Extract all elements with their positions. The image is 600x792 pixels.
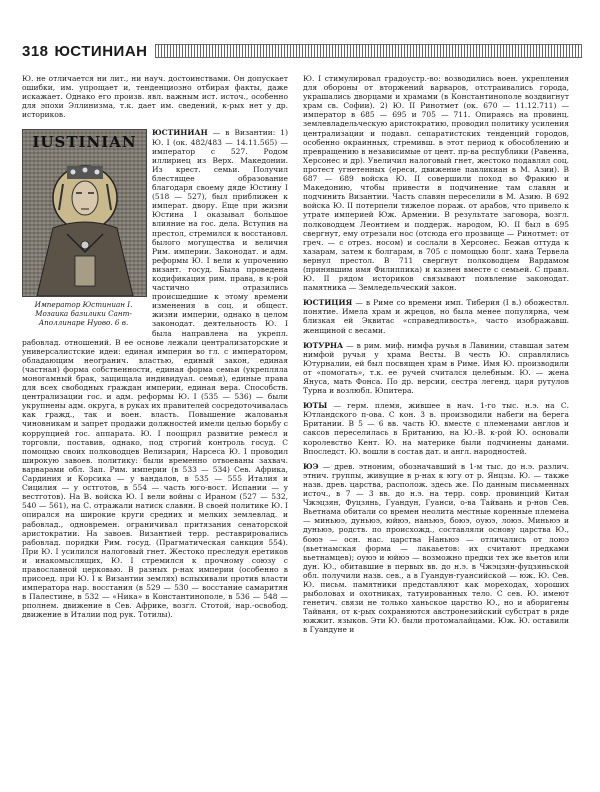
figure-caption: Император Юстиниан I. Мозаика базилики Сант-Аполлинаре Нуово. 6 в. [34,300,133,328]
entry-headword: ЮТЫ [303,401,328,411]
right-column [303,74,569,635]
entry-headword: ЮЭ [303,461,319,471]
entry-headword: ЮТУРНА [303,340,344,350]
intro-paragraph: Ю. не отличается ни лит., ни науч. достоинствами. Он допускает ошибки, им. упрощает и, тенденциозно отбирая факты, даже искажает. Однако его произв. явл. важным ист. источ., особенно для эпохи Эллинизма, т.к. дает им. сведений, к-рых нет у др. историков. [22,74,288,120]
entry-headword: ЮСТИНИАН [152,128,208,138]
page-number: 318 [22,42,49,60]
entry-jutes [303,401,569,456]
entry-yue [303,462,569,635]
page-header [22,38,582,64]
entry-text: — в Риме со времени имп. Тиберия (I в.) обожествл. понятие. Имела храм и жрецов, но была менее популярна, чем близкая ей Эквитас «справедливость», часто изображавш. женщиной с весами. [303,298,570,335]
entry-text: — герм. племя, жившее в нач. 1-го тыс. н.э. на С. Ютландского п-ова. С кон. 3 в. производили набеги на берега Британии. В 5 — 6 вв. часть Ю. вместе с племенами англов и саксов переселилась в Британию, на Ю.-В. к-рой Ю. основали королевство Кент. Ю. на материке были подчинены данами. Впоследст. Ю. вошли в состав дат. и англ. народностей. [303,401,569,456]
entry-text: — древ. этноним, обозначавший в 1-м тыс. до н.э. различ. этнич. группы, живущие в р-нах к югу от р. Янцзы. Ю. — также назв. древ. царства, располож. здесь же. По данным письменных источ., в 7 — 3 вв. до н.э. на терр. совр. провинций Китая Чжэцзян, Фуцзянь, Гуандун, Гуанси, о-ва Тайвань и р-нов Сев. Вьетнама обитали со времен неолита местные коренные племена — миньюэ, дуньюэ, юйюэ, наньюэ, боюэ, оуюэ, лоюэ. Миньюэ и дуньюэ, родств. по происхожд., составляли основу царства Ю., боюэ — осн. нас. царства Наньюэ — отличались от лоюэ (вьетнамская форма — лакаьетов: их считают предками вьетнамцев); оуюэ и юйюэ — возможно предки тех же вьетов или дун. Ю., обитавшие в первых вв. до н.э. в Чжэцзян-фуцзяньской обл. получили назв. сев., а в Гуандун-гуансийской — юж. Ю. Сев. Ю. письм. памятники представляют как мореходах, хороших рыболовах и охотниках, татуированных тело. С сев. Ю. имеют генетич. связи не только ханьское царство Ю., но и аборигены Тайваня, от к-рых сохраняются австронезийский субстрат в ряде южжит. языков. Эти Ю. были протомалайцами. Юж. Ю. оставили в Гуандуне и [303,461,569,635]
entry-headword: ЮСТИЦИЯ [303,298,353,308]
entry-text: — в рим. миф. нимфа ручья в Лавинии, ставшая затем нимфой ручья у храма Весты. В честь Ю. справлялись Ютурналии, ей был посвящен храм в Риме. Имя Ю. производили от «помогать», т.к. ее ручей считался целебным. Ю. — жена Януса, мать Фонса. По др. версии, сестра легенд. царя рутулов Турна и возлюбл. Юпитера. [303,340,569,396]
figure [22,129,145,327]
entry-text: — в Византии: 1) Ю. I (ок. 482/483 — 14.11.565) — император с 527. Родом иллириец из Верх. Македонии. Из крест. семьи. Получил блестящее образование благодаря своему дяде Юстину I (518 — 527), был приближен к императ. двору. Еще при жизни Юстина I оказывал большое влияние на гос. дела. Вступив на престол, стремился к восстановл. былого могущества и величия Рим. империи. Законодат. и адм. реформы Ю. I вели к упрочению визант. госуд. Была проведена кодификация рим. права, в к-рой частично отразились происшедшие к этому времени изменения в соц. и общест. жизни империи, однако в целом законодат. деятельность Ю. I была направлена на укрепл. рабовлад. отношений. В ее основе лежали централизаторские и универсалистские идеи: единая империя во гл. с императором, обладающим неогранич. властью, единый закон, единая (частная) форма собственности, единая форма семьи (укрепляла моногамный брак, защищала индивидуал. семья), единые права для всех свободных граждан империи, единая вера. Способств. централизации гос. и адм. реформы Ю. I (535 — 536) — были укрупнены адм. округа, в руках их правителей сосредоточивалась как гражд., так и воен. власть. Повышение жалованья чиновникам и запрет продажи должностей имели целью борьбу с коррупцией гос. аппарата. Ю. I поощрял развитие ремесл и торговли, поставив, однако, под строгий контроль госуд. С помощью своих полководцев Велизария, Нарсеса Ю. I проводил широкую завоев. политику: были временно отвоеваны захвач. варварами обл. Зап. Рим. империи (в 533 — 534) Сев. Африка, Сардиния и Корсика — у вандалов, в 535 — 555 Италия и Сицилия — у остготов, в 554 — часть юго-вост. Испании — у вестготов). На В. войска Ю. I вели войны с Ираном (527 — 532, 540 — 561), на С. отражали натиск славян. В своей политике Ю. I опирался на широкие круги средних и мелких землевлад. и рабовлад., одновремен. ограничивал притязания сенаторской аристократии. На завоев. Византией терр. реставрировались рабовлад. порядки Рим. госуд. (Прагматическая санкция 554). При Ю. I усилился налоговый гнет. Жестоко преследуя еретиков и инакомыслящих, Ю. I стремился к прочному союзу с православной церковью. В разных р-нах империи (особенно в присоед. при Ю. I к Византии землях) вспыхивали против власти императора нар. восстания (в 529 — 530 — восстание самаритян в Палестине, в 532 — «Ника» в Константинополе, в 536 — 548 — рполнем. движение в Сев. Африке, возгл. Стотой, нар.-освобод. движение в Италии под рук. Тотилы). [22,128,288,620]
left-column [22,74,288,620]
header-ornament [155,44,582,58]
justinian-mosaic-image [22,129,147,297]
justinian-continuation: Ю. I стимулировал градоустр.-во: возводились воен. укрепления для обороны от вторжений варваров, отстраивались города, украшались дворцами и храмами (в Константинополе воздвигнут храм св. Софии). 2) Ю. II Ринотмет (ок. 670 — 11.12.711) — император в 685 — 695 и 705 — 711. Опираясь на провинц. землевладельческую аристократию, проводил политику усиления централизации и подавл. сепаратистских тенденций городов, особенно окраинных, стремивш. в этот период к обособлению и превращению в независимые от цент. пр-ва республики (Равенна, Херсонес и др). Увеличил налоговый гнет, жестоко подавлял соц. протест угнетенных (ереси, движение павликиан в М. Азии). В 687 — 689 войска Ю. II совершили поход во Фракию и Македонию, чтобы привести в подчинение там славян и подчинить Византии. Часть славян переселили в М. Азию. В 692 войска Ю. II потерпели тяжелое пораж. от арабов, что привело к утрате империей Юж. Армении. В результате заговора, возгл. полководцем Леонтием и поддерж. народом, Ю. II был в 695 свергнут, ему отрезали нос (отсюда его прозвище — Ринотмет: от греч. — с отрез. носом) и сослали в Херсонес. Бежав оттуда к хазарам, затем к болгарам, в 705 с помощью болг. хана Тервела вернул престол. В 711 свергнут полководцем Вардамом (принявшим имя Филиппика) и казнен вместе с семьей. С правл. Ю. II рядом историков связывают появление законодат. памятника — Земледельческий закон. [303,74,569,293]
mosaic-inscription: IUSTINIAN [32,133,137,152]
running-head: ЮСТИНИАН [54,42,148,60]
portrait-illustration [23,130,146,296]
entry-juturna [303,341,569,396]
entry-iustitia [303,298,569,334]
